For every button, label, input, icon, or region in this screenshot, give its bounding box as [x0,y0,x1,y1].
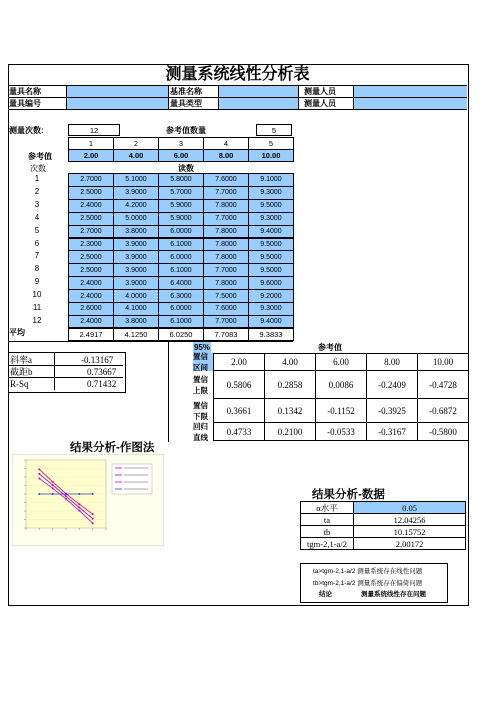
result-key: ta [300,513,354,526]
rsq-label: R-Sq [10,379,29,389]
reading-cell: 2.4000 [68,315,114,329]
confidence-row-label: 回归直线 [193,421,208,442]
confidence-cell: 0.4733 [213,422,265,441]
confidence-cell: 6.00 [315,353,367,371]
reading-label: 读数 [178,164,194,173]
ref-value-cell: 6.00 [158,149,204,162]
trial-number: 3 [34,199,40,209]
confidence-pct: 95% [193,343,210,352]
data-point [65,498,67,500]
reading-cell: 3.9000 [113,263,159,277]
reading-cell: 9.5000 [248,250,294,264]
result-key: tgm-2,1-a/2 [300,537,354,550]
data-point [65,493,67,495]
reading-cell: 6.3000 [158,289,204,303]
confidence-row-label: 置信区间 [193,353,213,371]
data-point [52,481,54,483]
data-point [38,468,40,470]
reading-cell: 2.3000 [68,238,114,252]
trial-number: 10 [32,290,42,300]
gauge-name-label: 量具名称 [9,87,41,96]
info-block [8,86,467,110]
reading-cell: 9.2000 [248,289,294,303]
ref-index-cell: 5 [248,137,294,150]
reading-cell: 7.8000 [203,238,249,252]
confidence-cell: 4.00 [264,353,316,371]
confidence-cell: 8.00 [366,353,418,371]
average-cell: 4.1250 [113,327,159,341]
reading-cell: 2.4000 [68,276,114,290]
confidence-cell: -0.3167 [366,422,418,441]
data-point [92,518,94,520]
average-cell: 6.0250 [158,327,204,341]
ref-count-label: 参考值数量 [166,126,206,135]
confidence-cell: 0.0086 [315,370,367,399]
reading-cell: 4.1000 [113,302,159,316]
rsq-value: 0.71432 [87,379,117,389]
trial-number: 8 [34,264,40,274]
reading-cell: 7.8000 [203,276,249,290]
regression-stats [8,352,126,393]
result-value: 10.15752 [353,525,466,538]
slope-label: 斜率a [10,355,32,365]
result-value: 0.05 [353,501,466,514]
reading-cell: 2.5000 [68,212,114,226]
confidence-cell: -0.1152 [315,398,367,423]
page-title: 测量系统线性分析表 [165,66,310,83]
reading-cell: 9.3000 [248,212,294,226]
data-point [78,510,80,512]
reading-cell: 5.1000 [113,173,159,187]
result-key: tb [300,525,354,538]
confidence-cell: 0.5806 [213,370,265,399]
reading-cell: 3.9000 [113,186,159,200]
average-cell: 2.4917 [68,327,114,341]
trial-number: 5 [34,225,40,235]
trial-number: 4 [34,212,40,222]
ref-value-cell: 2.00 [68,149,114,162]
trial-number: 12 [32,315,42,325]
data-point [78,503,80,505]
ref-name-label: 基准名称 [170,87,202,96]
slope-value: -0.13167 [81,355,114,365]
confidence-cell: -0.0533 [315,422,367,441]
ref-index-cell: 2 [113,137,159,150]
confidence-cell: 2.00 [213,353,265,371]
confidence-cell: -0.2409 [366,370,418,399]
trial-number: 6 [34,238,40,248]
average-cell: 7.7083 [203,327,249,341]
data-point [38,493,40,495]
data-point [78,493,80,495]
reading-cell: 9.5000 [248,199,294,213]
reading-cell: 6.0000 [158,250,204,264]
confidence-cell: -0.5800 [417,422,469,441]
intercept-value: 0.73667 [87,367,117,377]
count-label: 测量次数: [9,126,44,135]
ref-value-cell: 10.00 [248,149,294,162]
data-point [52,493,54,495]
result-value: 12.04256 [353,513,466,526]
data-point [38,473,40,475]
reading-cell: 7.7000 [203,186,249,200]
data-point [52,487,54,489]
reading-cell: 3.9000 [113,238,159,252]
reading-cell: 6.1000 [158,315,204,329]
data-point [78,506,80,508]
confidence-row-label: 置信下限 [193,400,208,421]
reading-cell: 9.4000 [248,225,294,239]
reading-cell: 5.7000 [158,186,204,200]
linearity-chart [12,454,164,546]
plot-title: 结果分析-作图法 [70,442,155,454]
readings-table [8,137,293,342]
trial-number: 2 [34,186,40,196]
gauge-no-label: 量具编号 [9,99,41,108]
reading-cell: 7.8000 [203,199,249,213]
reading-cell: 3.9000 [113,276,159,290]
reading-cell: 3.8000 [113,225,159,239]
data-point [65,495,67,497]
reading-cell: 9.1000 [248,173,294,187]
reading-cell: 2.7000 [68,173,114,187]
reading-cell: 7.6000 [203,302,249,316]
ref-count-value[interactable]: 5 [256,124,292,136]
reading-cell: 7.6000 [203,173,249,187]
reading-cell: 6.0000 [158,225,204,239]
reading-cell: 5.9000 [158,199,204,213]
confidence-cell: 0.2100 [264,422,316,441]
data-point [92,513,94,515]
reading-cell: 7.8000 [203,250,249,264]
reading-cell: 2.5000 [68,186,114,200]
average-label: 平均 [9,328,25,337]
reading-cell: 9.3000 [248,302,294,316]
ref-value-cell: 4.00 [113,149,159,162]
data-point [38,477,40,479]
gauge-type-label: 量具类型 [170,99,202,108]
reading-cell: 2.4000 [68,289,114,303]
reading-cell: 5.9000 [158,212,204,226]
operator-label-1: 测量人员 [304,87,336,96]
conclusion-line-1: ta>tgm-2,1-a/2 测量系统存在线性问题 [313,568,423,575]
confidence-cell: 0.1342 [264,398,316,423]
count-value[interactable]: 12 [68,124,120,136]
data-point [92,522,94,524]
average-cell: 9.3833 [248,327,294,341]
trial-number: 11 [32,303,42,312]
reading-cell: 2.5000 [68,263,114,277]
data-result-table [300,501,466,550]
confidence-table [193,342,468,442]
data-point [92,493,94,495]
operator-label-2: 测量人员 [304,99,336,108]
ref-index-cell: 4 [203,137,249,150]
reading-cell: 6.4000 [158,276,204,290]
conclusion-label: 结论 [319,591,332,598]
ref-index-cell: 1 [68,137,114,150]
reading-cell: 7.7000 [203,315,249,329]
reading-cell: 2.7000 [68,225,114,239]
confidence-cell: 0.3661 [213,398,265,423]
ref-index-cell: 3 [158,137,204,150]
trial-number: 1 [34,174,40,183]
ref-value-cell: 8.00 [203,149,249,162]
reading-cell: 5.0000 [113,212,159,226]
intercept-label: 截距b [10,367,33,377]
result-key: α水平 [300,501,354,514]
reading-cell: 2.5000 [68,250,114,264]
conclusion-line-2: tb>tgm-2,1-a/2 测量系统存在偏倚问题 [313,580,423,587]
reading-cell: 7.7000 [203,263,249,277]
reading-cell: 4.0000 [113,289,159,303]
reading-cell: 6.1000 [158,263,204,277]
reading-cell: 9.5000 [248,263,294,277]
reading-cell: 6.0000 [158,302,204,316]
reading-cell: 7.8000 [203,225,249,239]
reading-cell: 2.6000 [68,302,114,316]
conclusion-text: 测量系统线性存在问题 [361,591,426,598]
reading-cell: 9.6000 [248,276,294,290]
reading-cell: 2.4000 [68,199,114,213]
reading-cell: 4.2000 [113,199,159,213]
reading-cell: 7.7000 [203,212,249,226]
reading-cell: 9.3000 [248,186,294,200]
result-value: 2.00172 [353,537,466,550]
data-result-title: 结果分析-数据 [312,489,385,501]
trial-number: 9 [34,277,40,287]
reading-cell: 5.8000 [158,173,204,187]
data-point [52,484,54,486]
trial-number: 7 [34,251,40,261]
trial-label: 次数 [30,164,46,173]
confidence-cell: 0.2858 [264,370,316,399]
reading-cell: 9.5000 [248,238,294,252]
reading-cell: 6.1000 [158,238,204,252]
conclusion-box [300,563,448,603]
reading-cell: 7.5000 [203,289,249,303]
reading-cell: 3.8000 [113,315,159,329]
conf-ref-header: 参考值 [318,343,342,352]
confidence-cell: -0.4728 [417,370,469,399]
confidence-cell: -0.6872 [417,398,469,423]
confidence-cell: 10.00 [417,353,469,371]
confidence-row-label: 置信上限 [193,374,208,395]
reading-cell: 3.9000 [113,250,159,264]
ref-value-label: 参考值 [28,152,52,161]
confidence-cell: -0.3925 [366,398,418,423]
reading-cell: 9.4000 [248,315,294,329]
